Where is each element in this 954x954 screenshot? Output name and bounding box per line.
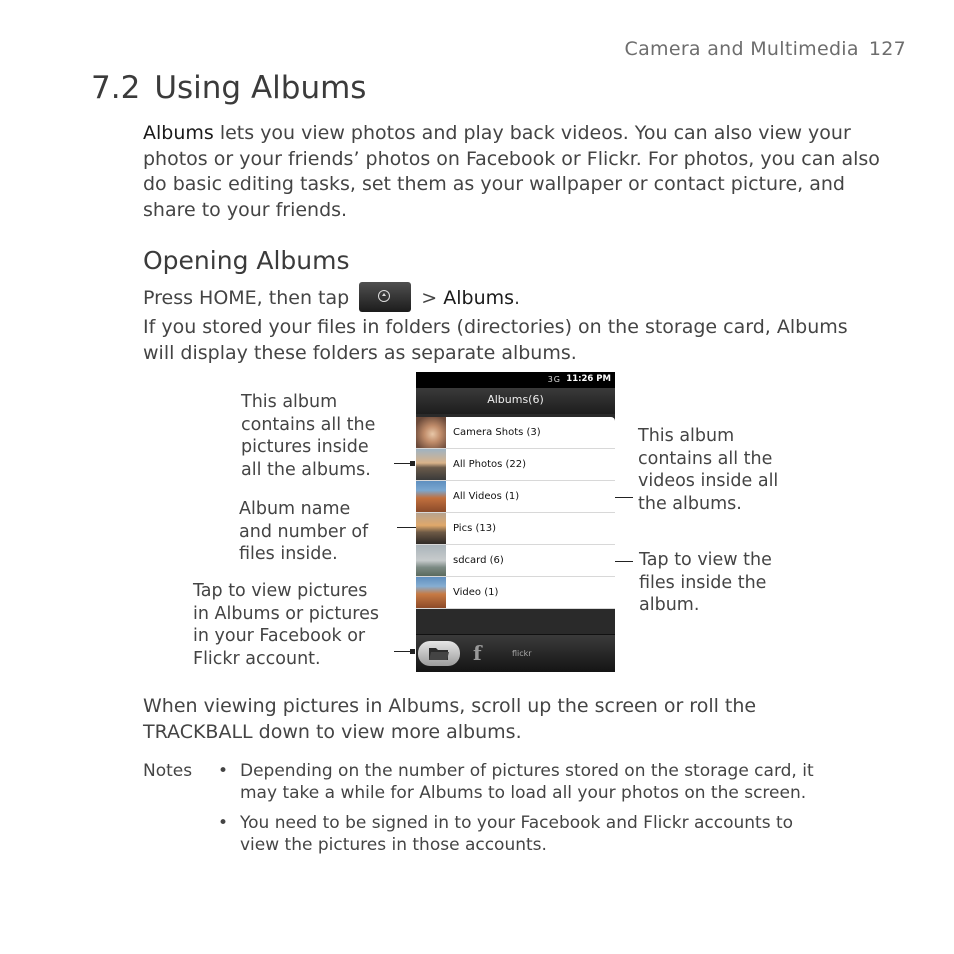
callout-line: This album — [241, 392, 338, 412]
callout-line: all the albums. — [241, 459, 371, 480]
callout-line: the albums. — [638, 493, 742, 514]
press-home-instruction — [143, 282, 520, 312]
albums-title-bar — [416, 388, 615, 414]
note-line: may take a while for Albums to load all your photos on the screen. — [240, 783, 807, 803]
leader-dot — [410, 649, 415, 654]
bullet-marker: • — [218, 761, 229, 781]
callout-all-pictures — [241, 391, 375, 481]
album-thumbnail — [416, 577, 446, 608]
viewing-paragraph: When viewing pictures in Albums, scroll up the screen or roll the TRACKBALL down to view more albums. — [143, 695, 757, 743]
callout-line: contains all the — [241, 414, 376, 435]
phone-screenshot — [416, 372, 615, 672]
callout-line: pictures inside — [241, 437, 369, 457]
press-target: Albums — [443, 287, 515, 309]
section-number: 7.2 — [91, 70, 141, 106]
facebook-tab[interactable]: f — [473, 641, 482, 665]
intro-paragraph — [143, 121, 903, 223]
callout-tap-files — [639, 549, 772, 617]
callout-line: in your Facebook or — [193, 626, 366, 646]
notes-label: Notes — [143, 761, 193, 781]
callout-line: files inside the — [639, 572, 767, 593]
bullet-marker: • — [218, 813, 229, 833]
status-time: 11:26 PM — [566, 374, 611, 384]
callout-line: and number of — [239, 521, 369, 542]
status-bar — [416, 372, 615, 388]
album-label: Pics (13) — [453, 523, 497, 534]
album-label: Camera Shots (3) — [453, 427, 541, 438]
album-label: All Videos (1) — [453, 491, 520, 502]
note-item — [240, 812, 793, 856]
album-row-pics[interactable] — [416, 513, 615, 545]
albums-title: Albums(6) — [487, 393, 544, 406]
press-before-text: Press HOME, then tap — [143, 287, 356, 309]
subsection-heading: Opening Albums — [143, 246, 350, 275]
album-thumbnail — [416, 513, 446, 544]
album-row-all-videos[interactable] — [416, 481, 615, 513]
flickr-tab[interactable]: flickr — [512, 649, 532, 658]
callout-all-videos — [638, 425, 778, 515]
callout-line: Flickr account. — [193, 648, 321, 669]
intro-rest: lets you view photos and play back videos. You can also view your photos or your friends’ photos on Facebook or Flickr. For photos, you can also do basic editing tasks, set them as your wallpaper or contact picture, and share to your friends. — [143, 122, 880, 221]
folder-icon — [428, 646, 450, 661]
press-sep: > — [415, 287, 444, 309]
callout-line: videos inside all — [638, 471, 779, 491]
album-row-video[interactable] — [416, 577, 615, 609]
album-thumbnail — [416, 545, 446, 576]
albums-list — [416, 417, 615, 609]
press-end: . — [514, 287, 521, 309]
callout-tap-pictures — [193, 580, 379, 670]
page-number: 127 — [868, 38, 906, 60]
note-line: Depending on the number of pictures stored on the storage card, it — [240, 761, 814, 781]
callout-line: in Albums or pictures — [193, 603, 379, 624]
callout-line: contains all the — [638, 448, 773, 469]
callout-line: Album name — [239, 499, 351, 519]
note-line: You need to be signed in to your Facebook and Flickr accounts to — [240, 813, 794, 833]
album-thumbnail — [416, 449, 446, 480]
section-title-text: Using Albums — [154, 70, 367, 106]
albums-tab[interactable] — [418, 641, 460, 666]
chapter-title: Camera and Multimedia — [624, 38, 859, 60]
album-row-all-photos[interactable] — [416, 449, 615, 481]
leader-dot — [410, 461, 415, 466]
section-title — [91, 70, 366, 106]
running-header — [625, 38, 906, 60]
album-row-camera-shots[interactable] — [416, 417, 615, 449]
callout-line: Tap to view pictures — [193, 581, 368, 601]
album-label: Video (1) — [453, 587, 499, 598]
callout-line: Tap to view the — [639, 550, 772, 570]
callout-line: This album — [638, 426, 735, 446]
album-label: All Photos (22) — [453, 459, 527, 470]
note-item — [240, 760, 814, 804]
folders-paragraph: If you stored your files in folders (directories) on the storage card, Albums will display these folders as separate albums. — [143, 316, 848, 364]
note-line: view the pictures in those accounts. — [240, 835, 547, 855]
status-icons: 3G — [547, 375, 561, 384]
intro-lead: Albums — [143, 122, 214, 144]
album-thumbnail — [416, 417, 446, 448]
all-apps-button-icon — [359, 282, 411, 312]
callout-line: files inside. — [239, 544, 338, 564]
albums-tab-bar — [416, 635, 615, 672]
album-row-sdcard[interactable] — [416, 545, 615, 577]
album-label: sdcard (6) — [453, 555, 504, 566]
callout-line: album. — [639, 595, 700, 615]
album-thumbnail — [416, 481, 446, 512]
callout-album-name — [239, 498, 368, 566]
